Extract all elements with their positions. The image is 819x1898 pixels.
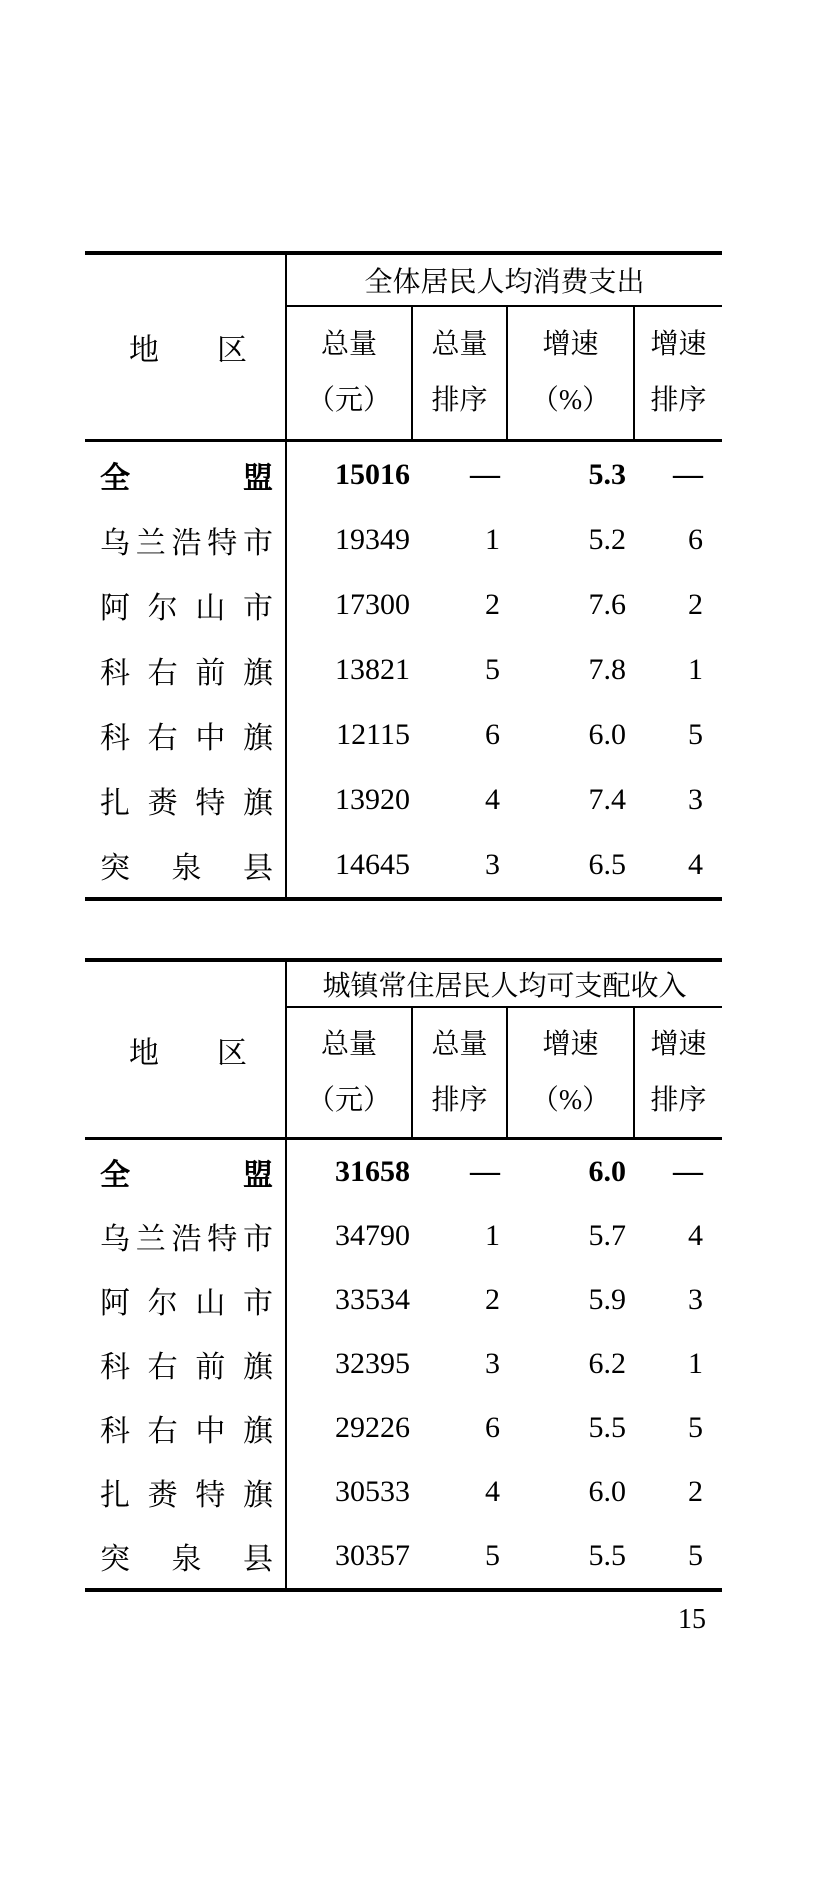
total-rank-cell: 1 (485, 1219, 500, 1252)
region-cell (85, 1268, 287, 1332)
region-column-header-label: 地区 (129, 334, 247, 367)
growth-cell: 7.6 (588, 587, 626, 621)
growth-rank-cell: 5 (688, 1539, 703, 1572)
growth-rank-cell: — (673, 1155, 703, 1188)
total-cell: 31658 (335, 1155, 410, 1188)
region-cell (85, 1460, 287, 1524)
region-label: 全盟 (100, 461, 273, 495)
column-header-growth-rank (635, 307, 722, 442)
total-rank-cell: — (470, 1155, 500, 1188)
table-title: 城镇常住居民人均可支配收入 (287, 962, 722, 1008)
region-cell (85, 1140, 287, 1204)
region-cell (85, 1396, 287, 1460)
column-header-line: 总量 (320, 1028, 377, 1060)
growth-rank-cell: 2 (688, 587, 703, 621)
column-header-line: 增速 (542, 1028, 599, 1060)
column-header-line: 排序 (431, 1084, 488, 1116)
total-rank-cell: 4 (485, 1475, 500, 1508)
column-header-line: 总量 (431, 1028, 488, 1060)
column-header-total-rank (413, 1008, 508, 1140)
column-header-total (287, 307, 413, 442)
region-cell (85, 1524, 287, 1588)
growth-rank-cell: 1 (688, 652, 703, 686)
total-rank-cell: 3 (485, 847, 500, 881)
growth-cell: 7.8 (588, 652, 626, 686)
growth-rank-cell: 4 (688, 847, 703, 881)
total-rank-cell: 5 (485, 652, 500, 686)
column-header-line: 增速 (542, 329, 599, 360)
region-cell (85, 637, 287, 702)
column-header-line: 增速 (650, 1028, 707, 1060)
growth-rank-cell: 3 (688, 1283, 703, 1316)
column-header-line: 总量 (320, 329, 377, 360)
region-cell (85, 767, 287, 832)
region-label: 科右前旗 (100, 656, 273, 690)
region-label: 阿尔山市 (100, 591, 273, 625)
region-cell (85, 1204, 287, 1268)
growth-rank-cell: — (673, 457, 703, 491)
column-header-line: 总量 (431, 329, 488, 360)
column-header-total (287, 1008, 413, 1140)
total-rank-cell: 2 (485, 1283, 500, 1316)
total-rank-cell: 2 (485, 587, 500, 621)
region-label: 全盟 (100, 1159, 273, 1192)
total-rank-cell: — (470, 457, 500, 491)
region-label: 突泉县 (100, 1543, 273, 1576)
column-header-growth-rank (635, 1008, 722, 1140)
column-header-line: 排序 (650, 385, 707, 416)
region-label: 扎赉特旗 (100, 786, 273, 820)
growth-cell: 6.5 (588, 847, 626, 881)
growth-cell: 6.0 (588, 717, 626, 751)
total-cell: 34790 (335, 1219, 410, 1252)
growth-rank-cell: 3 (688, 782, 703, 816)
total-rank-cell: 4 (485, 782, 500, 816)
total-rank-cell: 6 (485, 717, 500, 751)
region-cell (85, 702, 287, 767)
growth-cell: 7.4 (588, 782, 626, 816)
total-rank-cell: 6 (485, 1411, 500, 1444)
total-cell: 30357 (335, 1539, 410, 1572)
growth-rank-cell: 5 (688, 1411, 703, 1444)
column-header-growth (508, 307, 635, 442)
total-cell: 33534 (335, 1283, 410, 1316)
region-cell (85, 1332, 287, 1396)
region-label: 乌兰浩特市 (100, 526, 273, 560)
total-cell: 13920 (335, 782, 410, 816)
region-label: 科右中旗 (100, 1415, 273, 1448)
region-label: 乌兰浩特市 (100, 1223, 273, 1256)
total-cell: 14645 (335, 847, 410, 881)
table-title: 全体居民人均消费支出 (287, 255, 722, 307)
column-header-line: （元） (306, 385, 391, 416)
region-label: 阿尔山市 (100, 1287, 273, 1320)
column-header-line: （%） (530, 385, 611, 416)
region-column-header (85, 255, 287, 442)
income-table (85, 958, 722, 1592)
total-cell: 13821 (335, 652, 410, 686)
growth-cell: 6.2 (588, 1347, 626, 1380)
total-rank-cell: 3 (485, 1347, 500, 1380)
growth-rank-cell: 1 (688, 1347, 703, 1380)
column-header-line: （元） (306, 1084, 391, 1116)
column-header-line: 排序 (431, 385, 488, 416)
region-column-header-label: 地区 (129, 1036, 247, 1070)
total-cell: 12115 (336, 717, 410, 751)
region-cell (85, 507, 287, 572)
consumption-table (85, 251, 722, 901)
column-header-line: （%） (530, 1084, 611, 1116)
region-label: 突泉县 (100, 851, 273, 885)
total-cell: 19349 (335, 522, 410, 556)
column-header-total-rank (413, 307, 508, 442)
growth-cell: 5.9 (588, 1283, 626, 1316)
column-header-line: 排序 (650, 1084, 707, 1116)
column-header-line: 增速 (650, 329, 707, 360)
region-cell (85, 832, 287, 897)
page-number: 15 (678, 1604, 706, 1635)
growth-cell: 6.0 (588, 1475, 626, 1508)
growth-rank-cell: 2 (688, 1475, 703, 1508)
total-cell: 17300 (335, 587, 410, 621)
region-column-header (85, 962, 287, 1140)
total-rank-cell: 5 (485, 1539, 500, 1572)
total-cell: 32395 (335, 1347, 410, 1380)
column-header-growth (508, 1008, 635, 1140)
growth-cell: 5.7 (588, 1219, 626, 1252)
region-cell (85, 572, 287, 637)
growth-rank-cell: 4 (688, 1219, 703, 1252)
growth-cell: 6.0 (588, 1155, 626, 1188)
region-label: 扎赉特旗 (100, 1479, 273, 1512)
region-label: 科右前旗 (100, 1351, 273, 1384)
region-cell (85, 442, 287, 507)
total-cell: 29226 (335, 1411, 410, 1444)
growth-rank-cell: 5 (688, 717, 703, 751)
total-cell: 15016 (335, 457, 410, 491)
growth-rank-cell: 6 (688, 522, 703, 556)
region-label: 科右中旗 (100, 721, 273, 755)
growth-cell: 5.5 (588, 1411, 626, 1444)
growth-cell: 5.5 (588, 1539, 626, 1572)
growth-cell: 5.3 (588, 457, 626, 491)
total-cell: 30533 (335, 1475, 410, 1508)
growth-cell: 5.2 (588, 522, 626, 556)
total-rank-cell: 1 (485, 522, 500, 556)
